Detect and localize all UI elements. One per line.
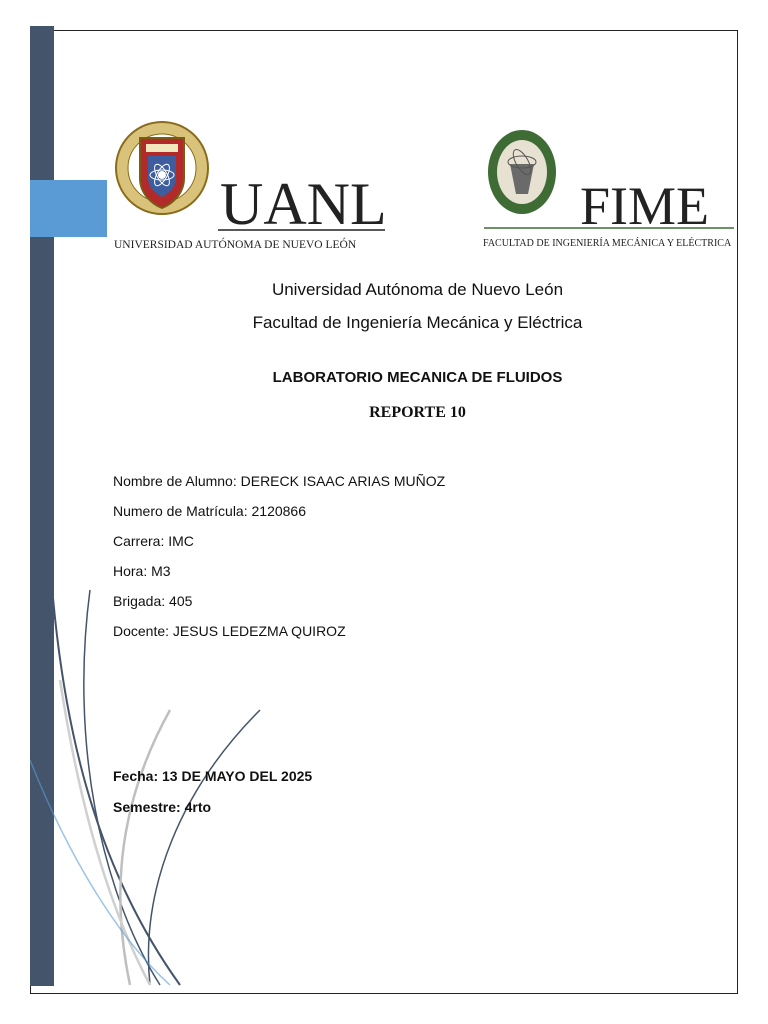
student-matricula: Numero de Matrícula: 2120866 <box>113 503 306 519</box>
fime-logo <box>480 128 736 256</box>
student-brigada: Brigada: 405 <box>113 593 193 609</box>
uanl-wordmark: UANL <box>220 171 387 237</box>
faculty-name: Facultad de Ingeniería Mecánica y Eléctrica <box>252 313 583 332</box>
student-carrera: Carrera: IMC <box>113 533 194 549</box>
report-date: Fecha: 13 DE MAYO DEL 2025 <box>113 768 313 784</box>
student-hora: Hora: M3 <box>113 563 171 579</box>
student-docente: Docente: JESUS LEDEZMA QUIROZ <box>113 623 346 639</box>
fime-wordmark: FIME <box>580 176 710 236</box>
fime-subtitle: FACULTAD DE INGENIERÍA MECÁNICA Y ELÉCTRICA <box>483 238 732 249</box>
uanl-subtitle: UNIVERSIDAD AUTÓNOMA DE NUEVO LEÓN <box>114 239 357 251</box>
lab-title: LABORATORIO MECANICA DE FLUIDOS <box>272 369 563 386</box>
uanl-logo <box>110 120 395 260</box>
semester: Semestre: 4rto <box>113 799 212 815</box>
report-title: REPORTE 10 <box>369 404 466 421</box>
sidebar-accent-tab <box>30 180 107 237</box>
student-name: Nombre de Alumno: DERECK ISAAC ARIAS MUÑOZ <box>113 473 446 489</box>
university-name: Universidad Autónoma de Nuevo León <box>271 280 564 299</box>
